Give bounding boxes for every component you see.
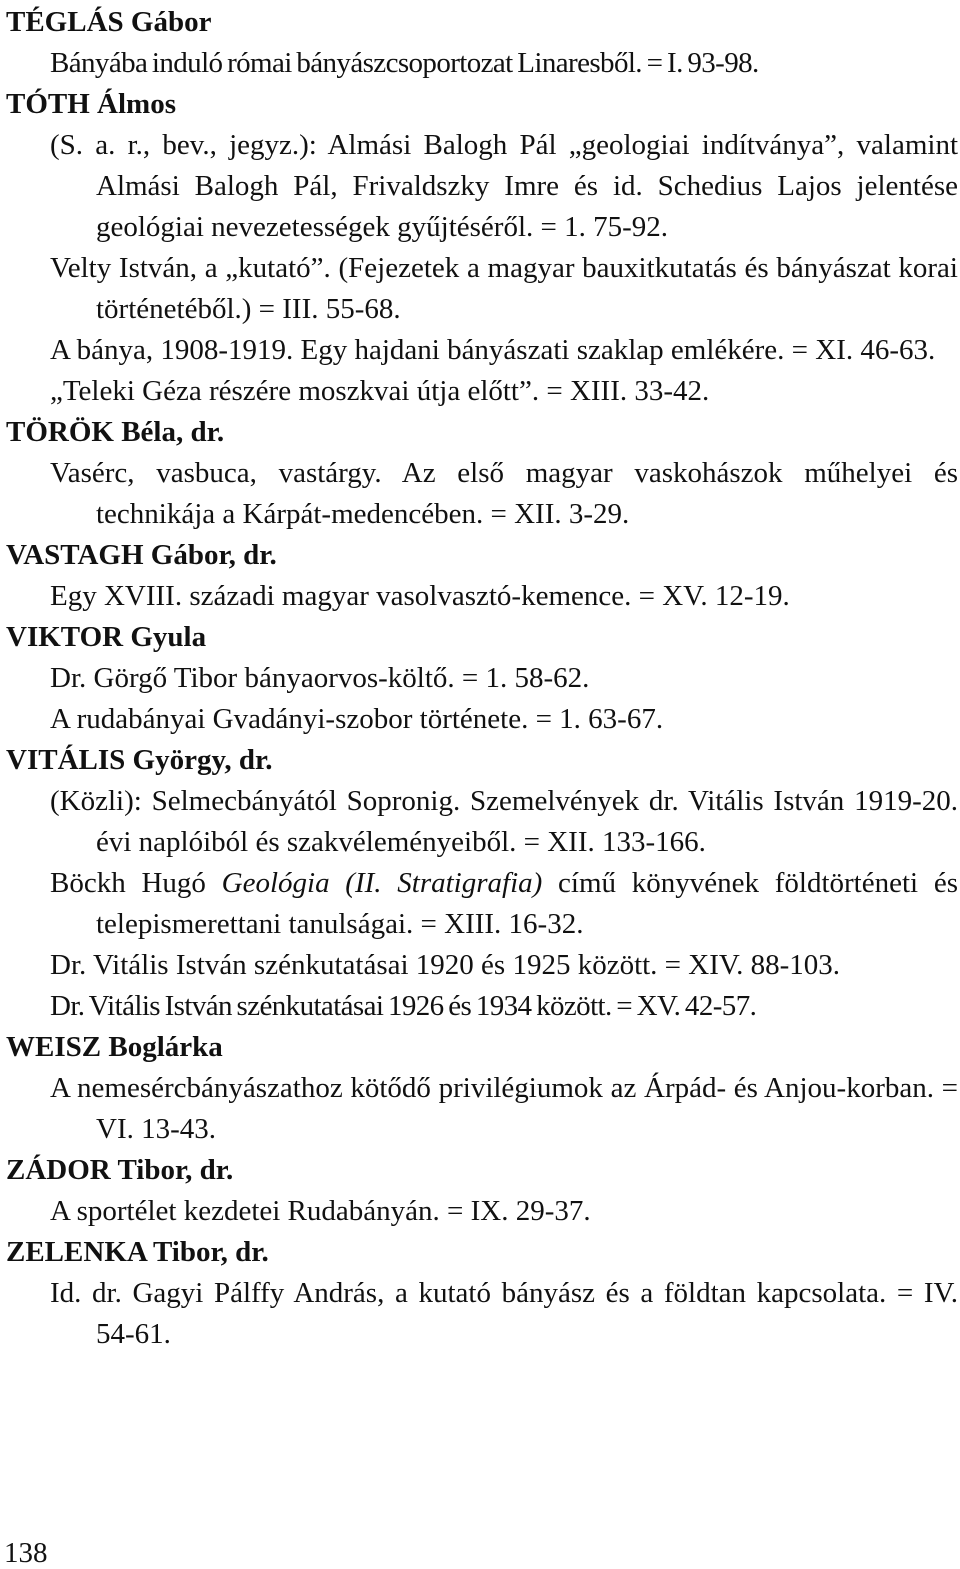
- author-heading: TÓTH Álmos: [6, 88, 176, 120]
- author-heading: ZELENKA Tibor, dr.: [6, 1236, 269, 1268]
- publication-entry: A sportélet kezdetei Rudabányán. = IX. 29-37.: [50, 1195, 591, 1227]
- page-number: 138: [4, 1537, 48, 1569]
- publication-entry: „Teleki Géza részére moszkvai útja előtt”. = XIII. 33-42.: [50, 375, 710, 407]
- publication-entry: Egy XVIII. századi magyar vasolvasztó-kemence. = XV. 12-19.: [50, 580, 790, 612]
- publication-entry: Id. dr. Gagyi Pálffy András, a kutató bányász és a földtan kapcsolata. = IV. 54-61.: [50, 1277, 958, 1350]
- publication-entry: Dr. Vitális István szénkutatásai 1926 és 1934 között. = XV. 42-57.: [50, 990, 757, 1022]
- author-heading: WEISZ Boglárka: [6, 1031, 223, 1063]
- book-title: Geológia (II. Stratigrafia): [221, 867, 543, 899]
- author-heading: VITÁLIS György, dr.: [6, 744, 273, 776]
- author-heading: TÉGLÁS Gábor: [6, 6, 212, 38]
- author-heading: TÖRÖK Béla, dr.: [6, 416, 225, 448]
- publication-entry: A rudabányai Gvadányi-szobor története. = 1. 63-67.: [50, 703, 664, 735]
- entry-text: Böckh Hugó: [50, 867, 222, 899]
- publication-entry: Vasérc, vasbuca, vastárgy. Az első magyar vaskohászok műhelyei és technikája a Kárpát-medencében. = XII. 3-29.: [50, 457, 958, 530]
- publication-entry: (Közli): Selmecbányától Sopronig. Szemelvények dr. Vitális István 1919-20. évi naplóiból és szakvéleményeiből. = XII. 133-166.: [50, 785, 958, 858]
- publication-entry: Velty István, a „kutató”. (Fejezetek a magyar bauxitkutatás és bányászat korai történetéből.) = III. 55-68.: [50, 252, 958, 325]
- entry-text: című könyvének földtörténeti és telepismerettani tanulságai. = XIII. 16-32.: [96, 867, 958, 940]
- publication-entry: A nemesércbányászathoz kötődő privilégiumok az Árpád- és Anjou-korban. = VI. 13-43.: [50, 1072, 958, 1145]
- author-index: [6, 2, 958, 1355]
- publication-entry: Dr. Görgő Tibor bányaorvos-költő. = 1. 58-62.: [50, 662, 590, 694]
- publication-entry: Dr. Vitális István szénkutatásai 1920 és 1925 között. = XIV. 88-103.: [50, 949, 840, 981]
- author-heading: VIKTOR Gyula: [6, 621, 207, 653]
- publication-entry: [50, 863, 958, 945]
- author-heading: VASTAGH Gábor, dr.: [6, 539, 277, 571]
- publication-entry: Bányába induló római bányászcsoportozat Linaresből. = I. 93-98.: [50, 47, 759, 79]
- author-heading: ZÁDOR Tibor, dr.: [6, 1154, 234, 1186]
- publication-entry: A bánya, 1908-1919. Egy hajdani bányászati szaklap emlékére. = XI. 46-63.: [50, 334, 936, 366]
- publication-entry: (S. a. r., bev., jegyz.): Almási Balogh Pál „geologiai indítványa”, valamint Almási Balogh Pál, Frivaldszky Imre és id. Schedius Lajos jelentése geológiai nevezetességek gyűjtéséről. = 1. 75-92.: [50, 129, 958, 243]
